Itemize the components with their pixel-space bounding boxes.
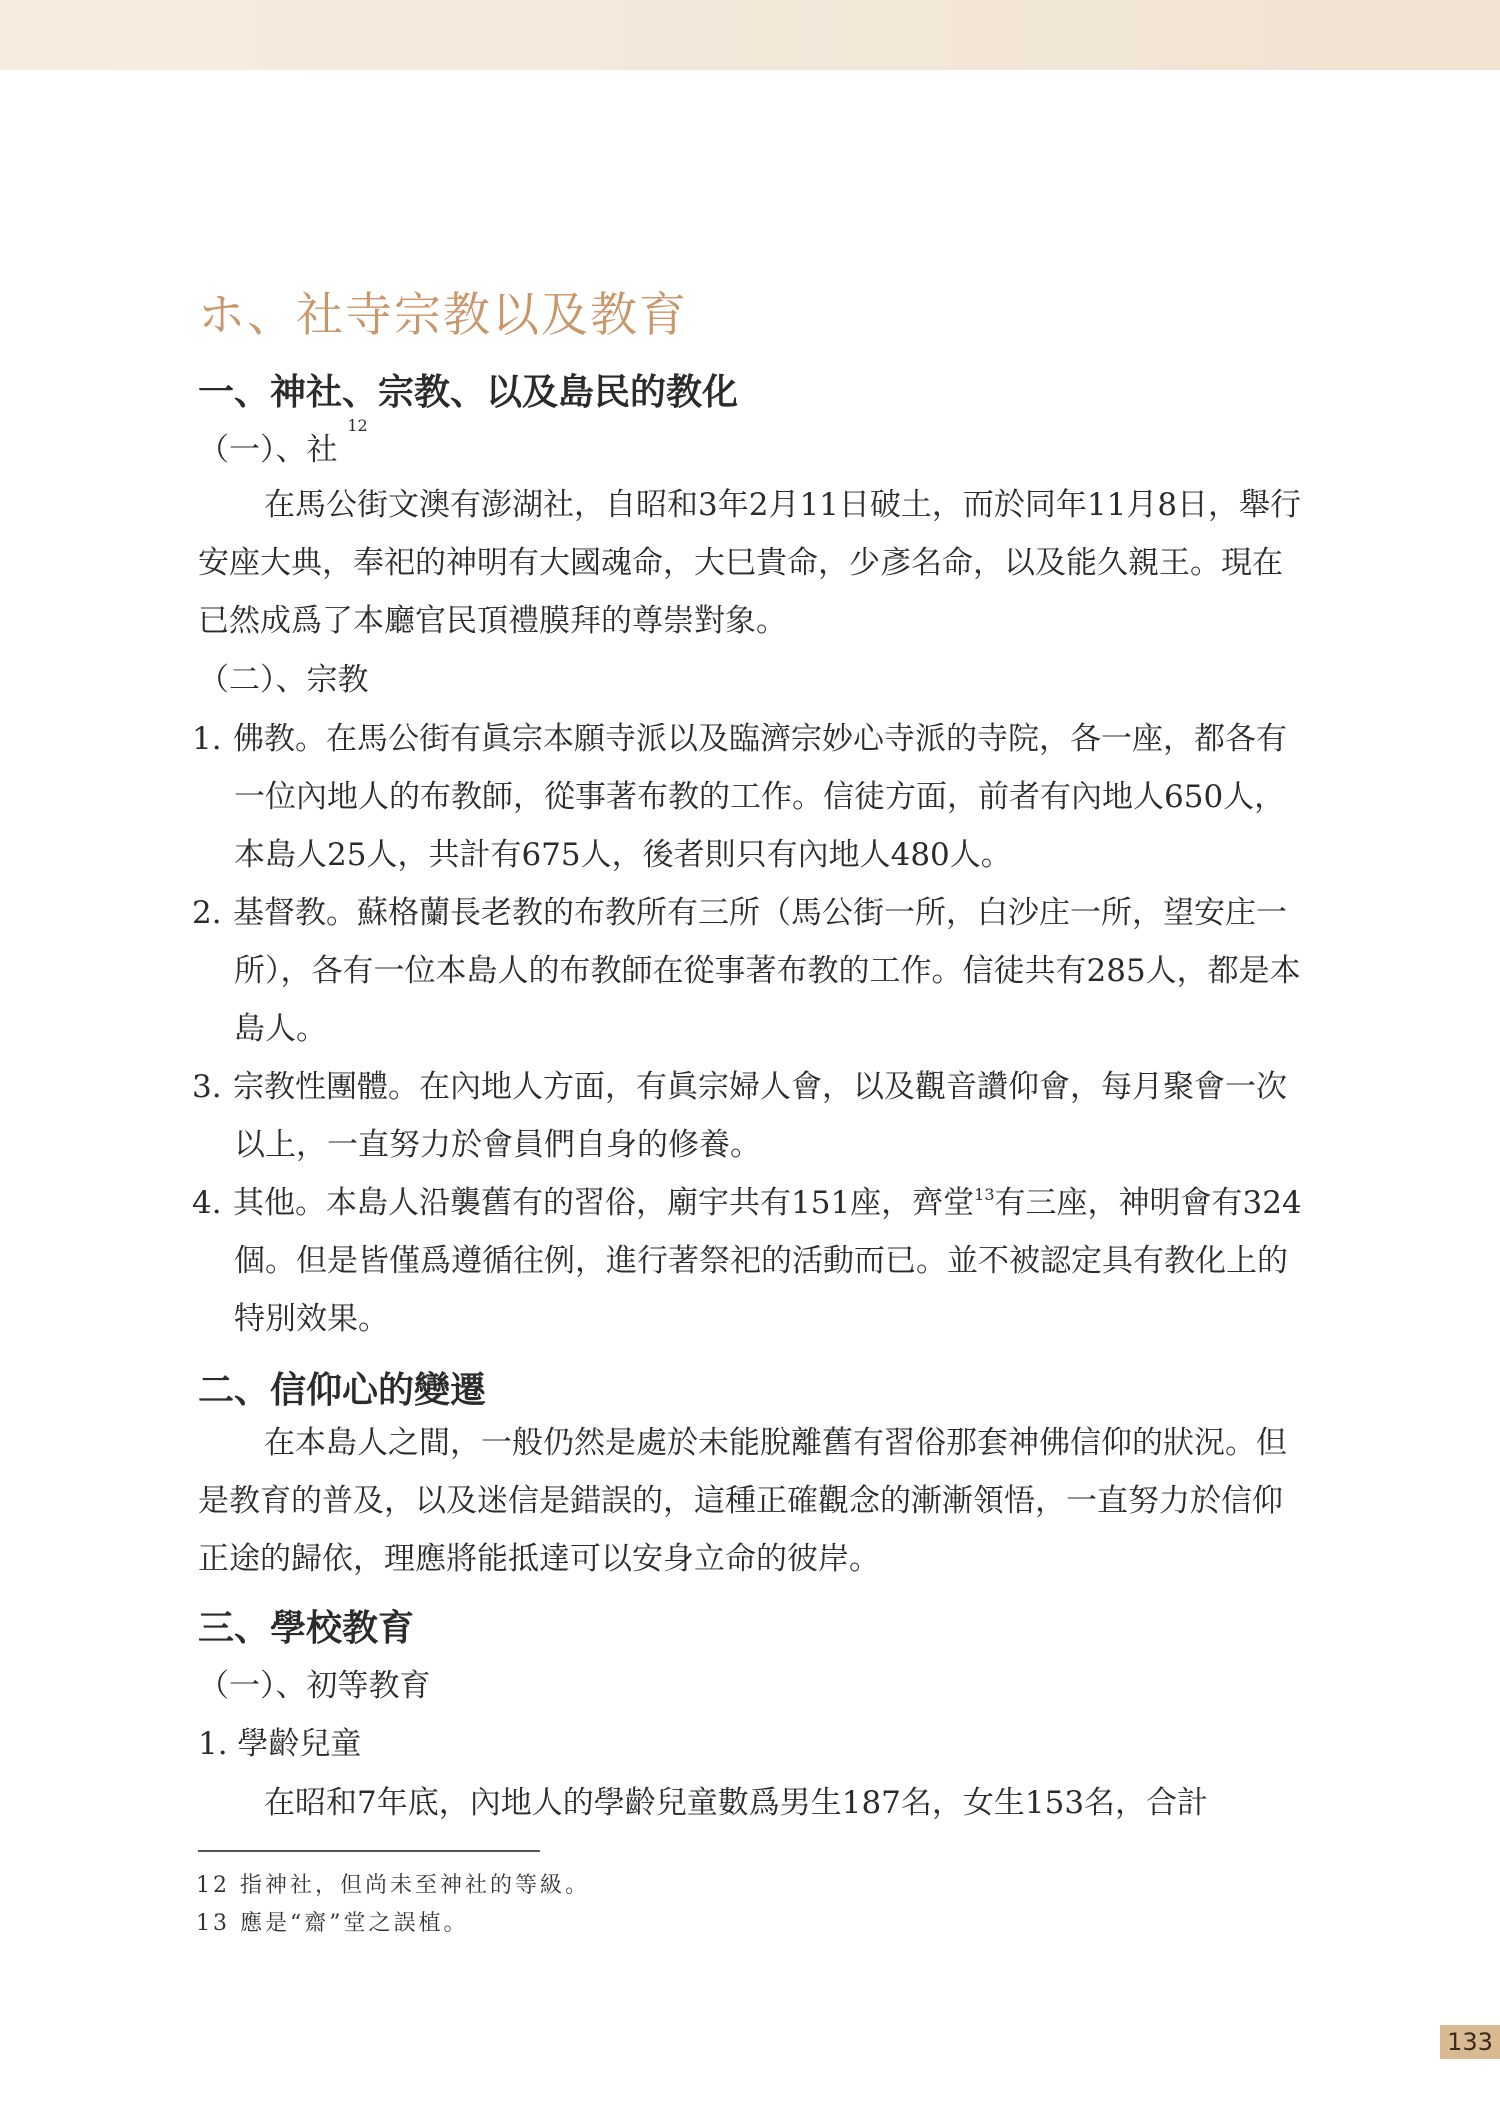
list-item-christianity (192, 884, 1308, 1058)
list-item-text: 基督教。蘇格蘭長老教的布教所有三所（馬公街一所，白沙庄一所，望安庄一所），各有一位本島人的布教師在從事著布教的工作。信徒共有285人，都是本島人。 (233, 895, 1301, 1047)
list-item-number: 1. (192, 721, 222, 757)
footnote-13: 13 應是“齋”堂之誤植。 (196, 1911, 469, 1936)
section-heading-2: 二、信仰心的變遷 (198, 1370, 487, 1411)
footnote-divider (198, 1850, 540, 1852)
list-item-school-age-children: 1. 學齡兒童 (198, 1726, 362, 1762)
top-color-band (0, 0, 1500, 70)
list-item-number: 3. (192, 1069, 222, 1105)
list-item-text: 佛教。在馬公街有眞宗本願寺派以及臨濟宗妙心寺派的寺院，各一座，都各有一位內地人的布教師，從事著布教的工作。信徒方面，前者有內地人650人，本島人25人，共計有675人，後者則只有內地人480人。 (233, 721, 1287, 873)
chapter-title: ホ、社寺宗教以及教育 (198, 288, 688, 343)
list-item-text-part-a: 其他。本島人沿襲舊有的習俗，廟宇共有151座，齊堂 (233, 1185, 975, 1221)
subsection-label-text: （一）、社 (198, 432, 338, 468)
footnote-ref-12: 12 (347, 416, 368, 435)
list-item-religious-groups (192, 1058, 1308, 1174)
list-item-other (192, 1174, 1308, 1348)
list-item-number: 2. (192, 895, 222, 931)
footnote-ref-13: 13 (974, 1185, 995, 1204)
paragraph-shrine: 在馬公街文澳有澎湖社，自昭和3年2月11日破土，而於同年11月8日，舉行安座大典，奉祀的神明有大國魂命，大巳貴命，少彥名命，以及能久親王。現在已然成爲了本廳官民頂禮膜拜的尊崇對象。 (198, 487, 1302, 639)
paragraph-school-age: 在昭和7年底，內地人的學齡兒童數爲男生187名，女生153名，合計 (264, 1785, 1209, 1821)
section-heading-1: 一、神社、宗教、以及島民的教化 (198, 372, 739, 413)
footnote-12: 12 指神社，但尚未至神社的等級。 (196, 1873, 590, 1898)
list-item-buddhism (192, 710, 1308, 884)
page-number: 133 (1440, 2025, 1500, 2059)
list-item-text: 宗教性團體。在內地人方面，有眞宗婦人會，以及觀音讚仰會，每月聚會一次以上，一直努力於會員們自身的修養。 (233, 1069, 1287, 1163)
list-item-text-part-b: 有三座，神明會有324個。但是皆僅爲遵循往例，進行著祭祀的活動而已。並不被認定具有教化上的特別效果。 (234, 1185, 1302, 1337)
subsection-label-primary-education: （一）、初等教育 (198, 1668, 431, 1704)
paragraph-faith-change: 在本島人之間，一般仍然是處於未能脫離舊有習俗那套神佛信仰的狀況。但是教育的普及，以及迷信是錯誤的，這種正確觀念的漸漸領悟，一直努力於信仰正途的歸依，理應將能抵達可以安身立命的彼岸。 (198, 1425, 1287, 1577)
list-item-text (234, 1174, 1308, 1348)
list-item-number: 4. (192, 1185, 222, 1221)
section-heading-3: 三、學校教育 (198, 1608, 415, 1649)
subsection-label-religion: （二）、宗教 (198, 662, 369, 698)
subsection-label-shrine (198, 416, 368, 469)
